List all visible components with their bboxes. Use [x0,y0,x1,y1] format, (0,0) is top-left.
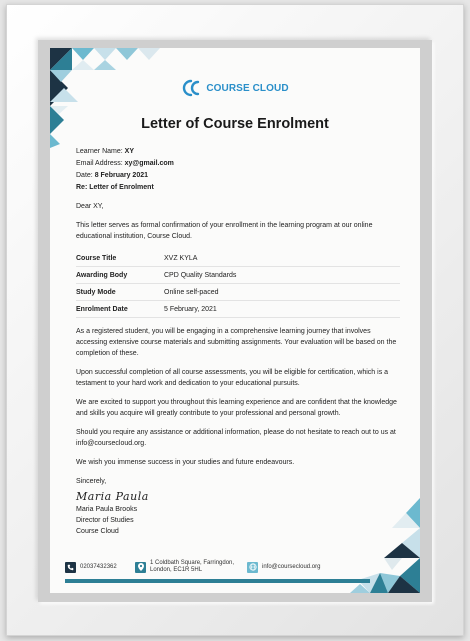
date-label: Date: [76,172,93,179]
salutation: Dear XY, [76,203,104,210]
table-row [76,267,400,284]
letter-footer [65,559,385,575]
signer-name: Maria Paula Brooks [76,506,138,513]
table-row [76,301,400,318]
paragraph-certification: Upon successful completion of all course assessments, you will be eligible for certification, which is a testament to your hard work and dedication to your educational pursuits. [76,369,389,387]
signer-organization: Course Cloud [76,528,119,535]
location-pin-icon [135,562,146,573]
detail-label: Enrolment Date [76,301,164,318]
detail-value: Online self-paced [164,284,400,301]
address-line-2: London, EC1R 5HL [150,567,203,573]
footer-address [135,560,247,574]
address-text [150,560,234,574]
learner-name-label: Learner Name: [76,148,123,155]
letter-page [50,48,420,593]
email-value: xy@gmail.com [124,160,174,167]
footer-email [247,562,320,573]
brand-name: COURSE CLOUD [206,82,289,94]
letter-body [76,146,400,537]
course-cloud-logo [50,78,420,98]
learner-name-line [76,146,400,157]
detail-value: XVZ KYLA [164,250,400,267]
phone-number: 02037432362 [80,564,117,570]
paragraph-learning-journey: As a registered student, you will be engaging in a comprehensive learning journey that involves accessing extensive course materials and submitting assignments. Your evaluation will be based on the completion of these. [76,328,397,357]
date-line [76,170,400,181]
subject-text: Re: Letter of Enrolment [76,184,154,191]
letter-title: Letter of Course Enrolment [141,116,329,132]
paragraph-wishes: We wish you immense success in your studies and future endeavours. [76,459,295,466]
signature-block [76,476,400,537]
email-label: Email Address: [76,160,123,167]
table-row [76,250,400,267]
detail-label: Course Title [76,250,164,267]
corner-decoration-top-left [50,48,180,148]
subject-line [76,182,400,193]
handwritten-signature: Maria Paula [76,490,149,503]
detail-value: CPD Quality Standards [164,267,400,284]
footer-email-address: info@coursecloud.org [262,564,321,570]
paragraph-support: We are excited to support you throughout this learning experience and are confident that the knowledge and skills you acquire will greatly contribute to your professional and personal growth. [76,399,397,417]
table-row [76,284,400,301]
address-line-1: 1 Coldbath Square, Farringdon, [150,560,235,566]
course-details-table [76,250,400,318]
detail-label: Awarding Body [76,267,164,284]
detail-label: Study Mode [76,284,164,301]
closing: Sincerely, [76,478,107,485]
email-line [76,158,400,169]
footer-phone [65,562,135,573]
learner-name-value: XY [124,148,134,155]
signer-title: Director of Studies [76,517,134,524]
intro-paragraph: This letter serves as formal confirmation of your enrollment in the learning program at our online educational institution, Course Cloud. [76,222,373,240]
date-value: 8 February 2021 [94,172,148,179]
paragraph-assistance: Should you require any assistance or additional information, please do not hesitate to reach out to us at info@coursecloud.org. [76,429,396,447]
phone-icon [65,562,76,573]
course-cloud-logo-icon [181,78,203,98]
detail-value: 5 February, 2021 [164,301,400,318]
globe-icon [247,562,258,573]
footer-accent-bar [65,579,370,583]
